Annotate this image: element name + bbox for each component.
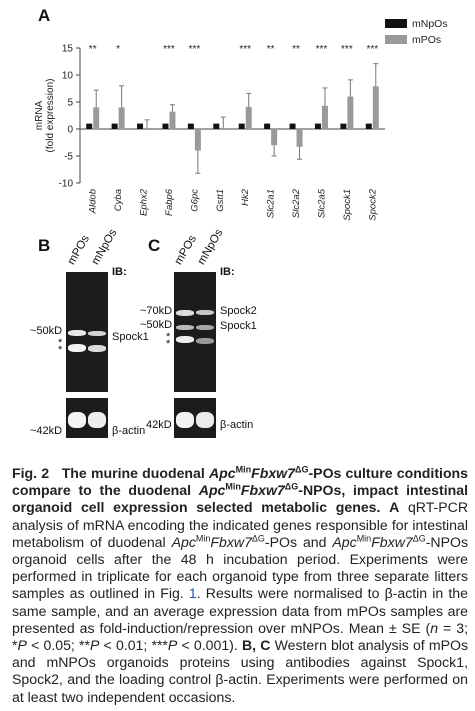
blot-c-actin-membrane xyxy=(174,398,216,438)
significance-label: *** xyxy=(188,44,201,55)
category-label: Spock1 xyxy=(341,189,353,221)
blot-c-band-spock2-mpos xyxy=(176,310,194,316)
bar-mpos-fabp6 xyxy=(169,112,175,129)
bar-mnpos-fabp6 xyxy=(162,124,168,129)
bar-mpos-cyba xyxy=(119,107,125,129)
significance-label: * xyxy=(116,44,121,55)
blot-c-marker-70kd: ~70kD xyxy=(140,305,173,317)
significance-label: *** xyxy=(239,44,252,55)
panel-c-letter: C xyxy=(148,236,161,255)
bar-mpos-slc2a1 xyxy=(271,129,277,145)
blot-c-marker-50kd: ~50kD xyxy=(140,319,173,331)
blot-c-nonspecific-stars: * * xyxy=(166,331,171,350)
y-axis-label: mRNA xyxy=(34,100,45,131)
blot-b-spock1-membrane xyxy=(66,272,108,392)
blot-b-label-spock1: Spock1 xyxy=(112,331,149,343)
significance-label: ** xyxy=(88,44,97,55)
caption-title: The murine duodenal $Apc^{Min}Fbxw7^{\Delta G}$-POs culture conditions compare to the duodenal $Apc^{Min}Fbxw7^{\Delta G}$-NPOs, impact intestinal organoid cell expression selected metabolic genes. xyxy=(12,464,468,516)
blot-c-band-spock1-mnpos xyxy=(196,325,214,330)
category-label: Hk2 xyxy=(240,189,252,206)
y-tick-label: -10 xyxy=(58,178,73,190)
bar-mnpos-aldob xyxy=(86,124,92,129)
blot-c-band-spock2-mnpos xyxy=(196,310,214,315)
blot-c-band-actin-mpos xyxy=(176,412,194,428)
y-tick-label: 5 xyxy=(67,97,73,109)
category-label: Aldob xyxy=(87,189,99,214)
bar-mnpos-slc2a1 xyxy=(264,124,270,129)
y-axis-label: (fold expression) xyxy=(45,78,56,153)
caption-fig-label: Fig. 2 xyxy=(12,465,50,481)
bar-mnpos-slc2a5 xyxy=(315,124,321,129)
bar-chart-panel-a xyxy=(0,0,475,232)
caption-panel-a: A xyxy=(389,499,400,516)
blot-c-band-actin-mnpos xyxy=(196,412,214,428)
bar-mpos-slc2a5 xyxy=(322,106,328,129)
bar-mnpos-g6pc xyxy=(188,124,194,129)
blot-c-lane-label-mpos: mPOs xyxy=(172,233,199,267)
bar-mpos-ephx2 xyxy=(144,128,150,129)
category-label: G6pc xyxy=(189,189,201,212)
blot-b-band-lower-mnpos xyxy=(88,345,106,352)
blot-b-nonspecific-stars: * * xyxy=(58,337,63,356)
significance-label: *** xyxy=(315,44,328,55)
bar-mpos-slc2a2 xyxy=(297,129,303,147)
blot-c-ib-label: IB: xyxy=(220,266,235,278)
blot-b-actin-membrane xyxy=(66,398,108,438)
blot-c-label-spock2: Spock2 xyxy=(220,305,257,317)
category-label: Slc2a1 xyxy=(265,189,277,219)
legend-swatch-mpos xyxy=(385,35,407,44)
bar-mpos-spock1 xyxy=(347,97,353,129)
blot-c-label-spock1: Spock1 xyxy=(220,320,257,332)
blot-b-ib-label: IB: xyxy=(112,266,127,278)
blot-b-band-spock1-mnpos xyxy=(88,331,106,336)
blot-b-label-actin: β-actin xyxy=(112,425,146,437)
significance-label: *** xyxy=(366,44,379,55)
category-label: Gstt1 xyxy=(214,189,226,212)
category-label: Spock2 xyxy=(367,189,379,221)
bar-mpos-gstt1 xyxy=(220,128,226,129)
bar-mnpos-hk2 xyxy=(239,124,245,129)
legend-swatch-mnpos xyxy=(385,19,407,28)
bar-mpos-aldob xyxy=(93,107,99,129)
figure-1-link[interactable]: 1 xyxy=(188,585,197,602)
significance-label: ** xyxy=(266,44,275,55)
blot-b-band-spock1-mpos xyxy=(68,330,86,336)
y-tick-label: 10 xyxy=(61,70,73,82)
category-label: Ephx2 xyxy=(138,189,150,216)
bar-mnpos-gstt1 xyxy=(213,124,219,129)
blot-c-spock-membrane xyxy=(174,272,216,392)
legend-label-mnpos: mNpOs xyxy=(412,18,448,30)
category-label: Slc2a5 xyxy=(316,189,328,219)
bar-mnpos-cyba xyxy=(112,124,118,129)
category-label: Cyba xyxy=(113,189,125,212)
caption-panel-bc: B, C xyxy=(241,637,271,654)
bar-mnpos-slc2a2 xyxy=(290,124,296,129)
y-tick-label: -5 xyxy=(64,151,73,163)
category-label: Fabp6 xyxy=(163,189,175,216)
blot-c-label-actin: β-actin xyxy=(220,419,254,431)
blot-b-band-actin-mpos xyxy=(68,412,86,428)
blot-b-marker-42kd: ~42kD xyxy=(30,425,63,437)
legend-label-mpos: mPOs xyxy=(412,34,442,46)
blot-b-band-actin-mnpos xyxy=(88,412,106,428)
blot-b-band-lower-mpos xyxy=(68,344,86,352)
blot-c-marker-42kd: 42kD xyxy=(146,419,172,431)
blot-b-marker-50kd: ~50kD xyxy=(30,325,63,337)
y-tick-label: 15 xyxy=(61,43,73,55)
figure-caption: Fig. 2 The murine duodenal $Apc^{Min}Fbxw7^{\Delta G}$-POs culture conditions compare to the duodenal $Apc^{Min}Fbxw7^{\Delta G}$-NPOs, impact intestinal organoid cell expression selected metabolic genes. A qRT-PCR analysis of mRNA encoding the indicated genes responsible for intestinal metabolism of duodenal $Apc^{Min}Fbxw7^{\Delta G}$-POs and $Apc^{Min}Fbxw7^{\Delta G}$-NPOs organoid cells after the 48 h incubation period. Experiments were performed in triplicate for each organoid type from three separate litters samples as outlined in Fig. 1. Results were normalised to β-actin in the same sample, and an average expression data from mPOs samples are presented as fold-induction/repression over mNPOs. Mean ± SE (n = 3; *P < 0.05; **P < 0.01; ***P < 0.001). B, C Western blot analysis of mPOs and mNPOs organoids proteins using antibodies against Spock1, Spock2, and the loading control β-actin. Experiments were performed on at least two independent occasions. xyxy=(12,464,469,705)
y-tick-label: 0 xyxy=(67,124,73,136)
blot-c-band-lower-mpos xyxy=(176,336,194,343)
significance-label: *** xyxy=(341,44,353,55)
significance-label: *** xyxy=(163,44,175,55)
bar-mpos-spock2 xyxy=(373,86,379,129)
blot-b-lane-label-mpos: mPOs xyxy=(65,233,92,267)
bar-mnpos-spock1 xyxy=(340,124,346,129)
panel-b-letter: B xyxy=(38,236,51,255)
bar-mnpos-spock2 xyxy=(366,124,372,129)
blot-c-band-lower-mnpos xyxy=(196,338,214,344)
bar-mpos-g6pc xyxy=(195,129,201,151)
blot-c-lane-label-mnpos: mNpOs xyxy=(195,227,226,267)
blot-b-lane-label-mnpos: mNpOs xyxy=(89,227,120,267)
blot-c-band-spock1-mpos xyxy=(176,325,194,330)
panel-a-letter: A xyxy=(38,6,51,25)
bar-mpos-hk2 xyxy=(246,107,252,129)
bar-mnpos-ephx2 xyxy=(137,124,143,129)
category-label: Slc2a2 xyxy=(291,189,303,219)
significance-label: ** xyxy=(292,44,300,55)
